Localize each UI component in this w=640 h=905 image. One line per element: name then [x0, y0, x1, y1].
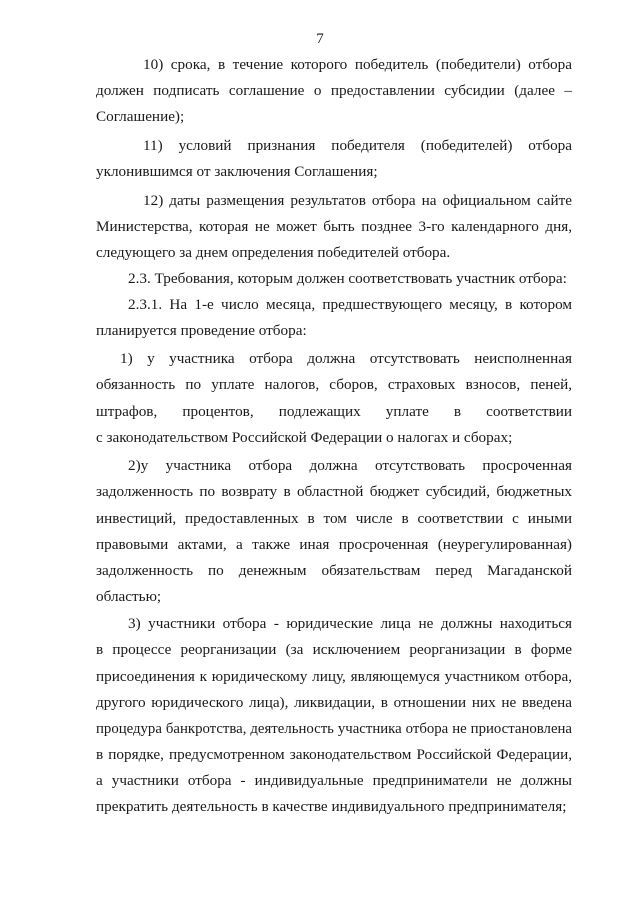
text-line: процедура банкротства, деятельность участника отбора не приостановлена: [96, 721, 572, 737]
text-line: Министерства, которая не может быть позднее 3-го календарного дня,: [96, 218, 572, 235]
text-line: другого юридического лица), ликвидации, в отношении них не введена: [96, 694, 572, 711]
text-line: 2.3. Требования, которым должен соответствовать участник отбора:: [128, 270, 567, 287]
text-line: должен подписать соглашение о предоставлении субсидии (далее –: [96, 82, 572, 99]
text-line: а участники отбора - индивидуальные предприниматели не должны: [96, 772, 572, 789]
text-line: задолженность по возврату в областной бюджет субсидий, бюджетных: [96, 483, 572, 500]
page-number: 7: [316, 31, 324, 47]
text-line: 11) условий признания победителя (победителей) отбора: [143, 137, 572, 154]
text-line: штрафов, процентов, подлежащих уплате в соответствии: [96, 403, 572, 420]
text-line: обязанность по уплате налогов, сборов, страховых взносов, пеней,: [96, 376, 572, 393]
text-line: в порядке, предусмотренном законодательством Российской Федерации,: [96, 746, 572, 763]
text-line: 2.3.1. На 1-е число месяца, предшествующего месяцу, в котором: [128, 296, 572, 313]
text-line: 2)у участника отбора должна отсутствовать просроченная: [128, 457, 572, 474]
text-line: 10) срока, в течение которого победитель (победители) отбора: [143, 56, 572, 73]
text-line: присоединения к юридическому лицу, являющемуся участником отбора,: [96, 668, 572, 685]
text-line: 12) даты размещения результатов отбора на официальном сайте: [143, 192, 572, 209]
text-line: в процессе реорганизации (за исключением реорганизации в форме: [96, 641, 572, 658]
text-line: уклонившимся от заключения Соглашения;: [96, 163, 378, 180]
text-line: с законодательством Российской Федерации о налогах и сборах;: [96, 429, 513, 446]
text-line: 1) у участника отбора должна отсутствовать неисполненная: [120, 350, 572, 367]
text-line: прекратить деятельность в качестве индивидуального предпринимателя;: [96, 798, 567, 815]
text-line: Соглашение);: [96, 108, 185, 125]
text-line: областью;: [96, 588, 162, 605]
text-line: 3) участники отбора - юридические лица не должны находиться: [128, 615, 572, 632]
text-line: правовыми актами, а также иная просроченная (неурегулированная): [96, 536, 572, 553]
text-line: задолженность по денежным обязательствам перед Магаданской: [96, 562, 572, 579]
text-line: инвестиций, предоставленных в том числе в соответствии с иными: [96, 510, 572, 527]
text-line: планируется проведение отбора:: [96, 322, 307, 339]
text-line: следующего за днем определения победителей отбора.: [96, 244, 451, 261]
